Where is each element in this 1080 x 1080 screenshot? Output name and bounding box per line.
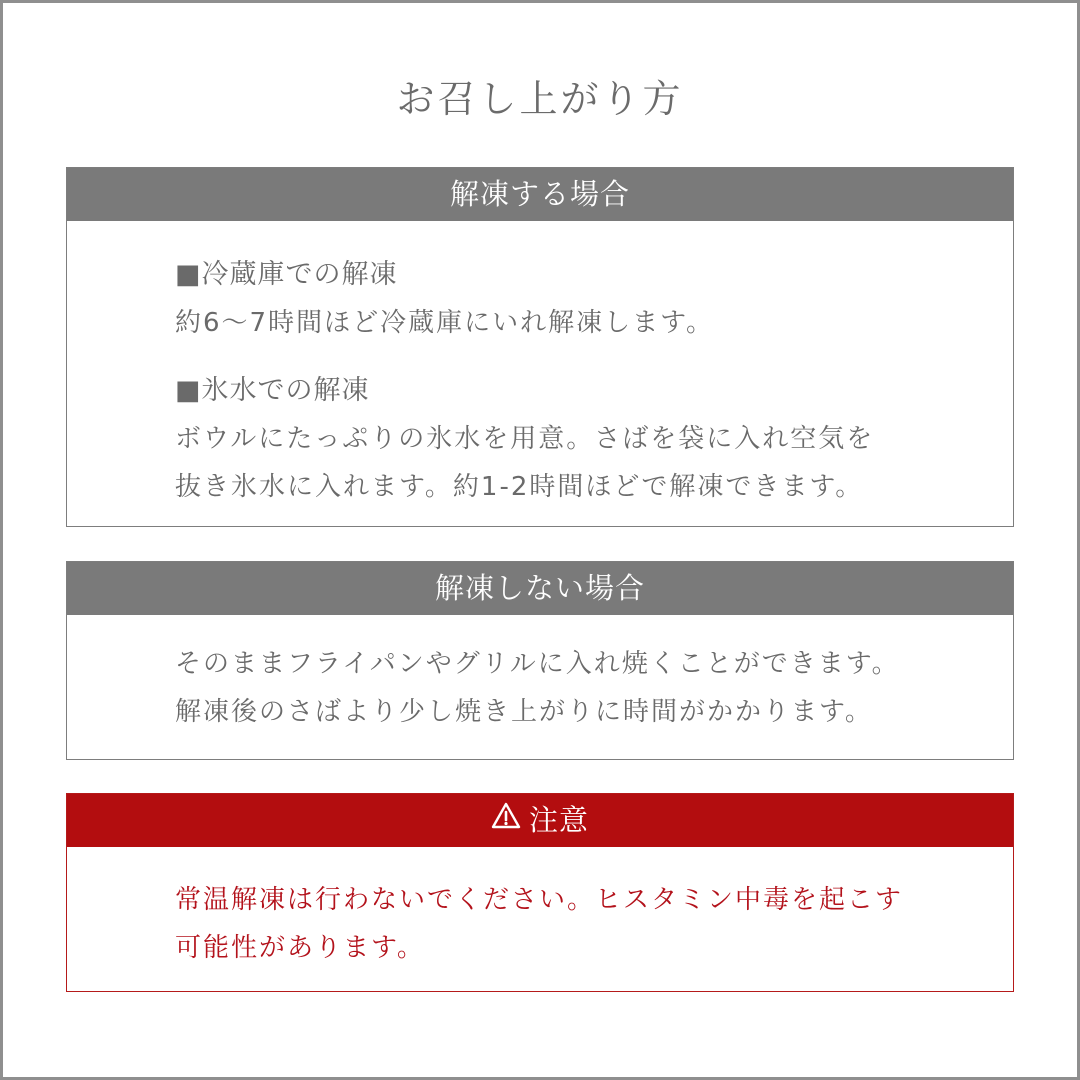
icewater-thaw-heading: ■氷水での解凍 (175, 375, 370, 406)
fridge-thaw-section (175, 251, 1013, 347)
no-thaw-card (66, 561, 1014, 760)
icewater-thaw-text-line: ボウルにたっぷりの氷水を用意。さばを袋に入れ空気を (175, 424, 875, 454)
icewater-thaw-text-line: 抜き氷水に入れます。約1-2時間ほどで解凍できます。 (175, 472, 864, 502)
thaw-card-header: 解凍する場合 (67, 168, 1013, 221)
fridge-thaw-heading: ■冷蔵庫での解凍 (175, 259, 398, 290)
caution-card-header (67, 794, 1013, 847)
warning-icon (491, 793, 521, 846)
icewater-thaw-section (175, 367, 1013, 511)
no-thaw-card-body (67, 615, 1013, 736)
no-thaw-text-line: 解凍後のさばより少し焼き上がりに時間がかかります。 (175, 697, 873, 727)
thaw-card (66, 167, 1014, 527)
no-thaw-card-header: 解凍しない場合 (67, 562, 1013, 615)
page-title: お召し上がり方 (396, 77, 684, 121)
thaw-card-body (67, 221, 1013, 511)
fridge-thaw-text: 約6〜7時間ほど冷蔵庫にいれ解凍します。 (175, 308, 715, 338)
caution-title: 注意 (528, 803, 589, 837)
caution-card (66, 793, 1014, 992)
caution-text-line: 可能性があります。 (175, 933, 425, 963)
caution-text-line: 常温解凍は行わないでください。ヒスタミン中毒を起こす (175, 885, 904, 915)
caution-card-body (67, 847, 1013, 972)
no-thaw-text-line: そのままフライパンやグリルに入れ焼くことができます。 (175, 649, 900, 679)
